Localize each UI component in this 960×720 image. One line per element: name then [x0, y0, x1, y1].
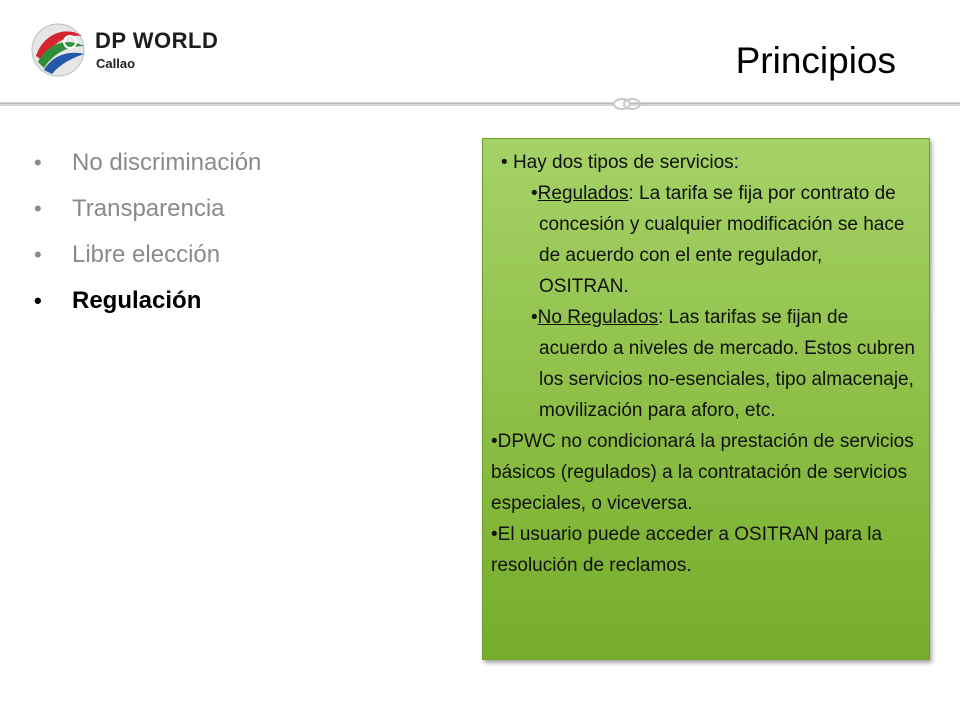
regulated-term: Regulados	[537, 183, 629, 204]
principle-item-transparency: • Transparencia	[34, 186, 261, 232]
principle-item-no-discrimination: • No discriminación	[34, 140, 261, 186]
globe-logo-icon	[30, 20, 90, 80]
logo-name: DP WORLD	[95, 28, 219, 53]
callout-intro: • Hay dos tipos de servicios:	[501, 152, 739, 173]
regulation-callout-box	[482, 138, 930, 660]
dp-world-logo	[30, 20, 240, 80]
callout-point-ositran: •El usuario puede acceder a OSITRAN para la resolución de reclamos.	[491, 524, 883, 576]
logo-subtitle: Callao	[96, 56, 136, 71]
slide-title: Principios	[735, 40, 896, 81]
title-divider	[0, 94, 960, 114]
callout-regulated: •Regulados: La tarifa se fija por contrato de concesión y cualquier modificación se hace de acuerdo con el ente regulador, OSITRAN.	[531, 183, 905, 297]
unregulated-term: No Regulados	[537, 307, 659, 328]
principle-item-free-choice: • Libre elección	[34, 232, 261, 278]
callout-point-dpwc: •DPWC no condicionará la prestación de servicios básicos (regulados) a la contratación de servicios especiales, o viceversa.	[491, 431, 914, 514]
principles-list	[34, 140, 261, 324]
callout-unregulated: •No Regulados: Las tarifas se fijan de acuerdo a niveles de mercado. Estos cubren los servicios no-esenciales, tipo almacenaje, movilización para aforo, etc.	[531, 307, 915, 421]
principle-item-regulation: • Regulación	[34, 278, 261, 324]
